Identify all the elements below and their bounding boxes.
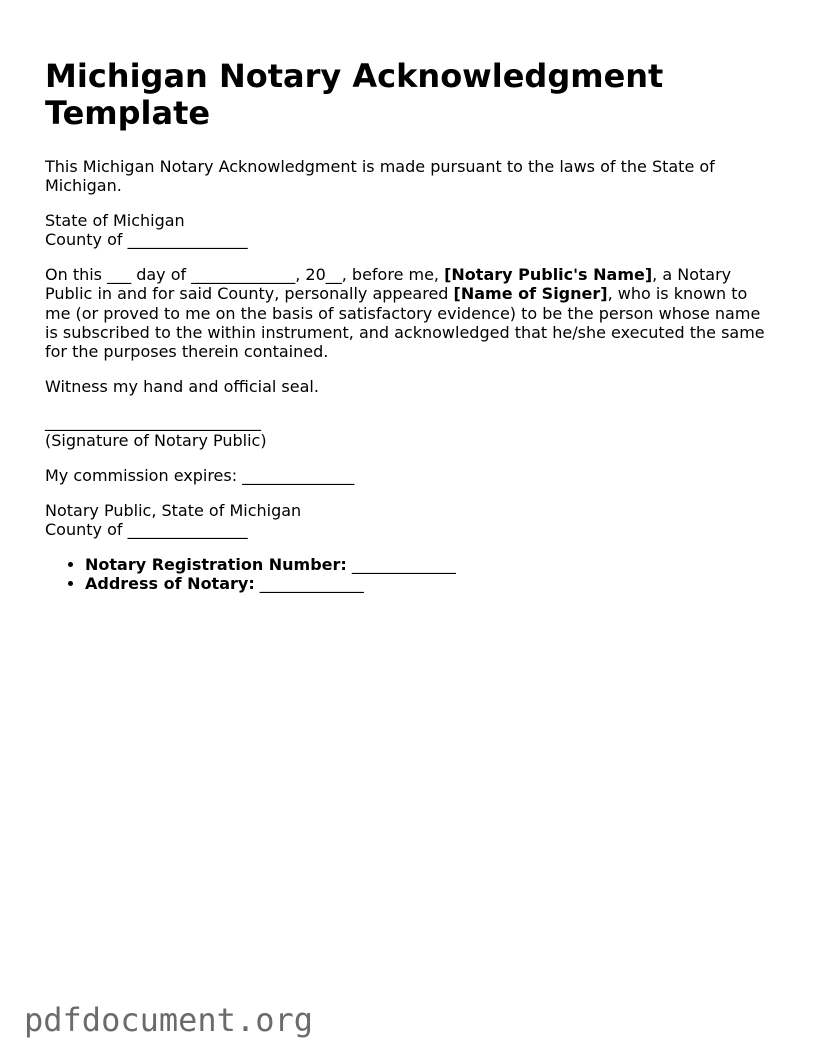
venue-state: State of Michigan bbox=[45, 211, 185, 231]
body-text-1: On this ___ day of _____________, 20__, before me, bbox=[45, 265, 445, 285]
acknowledgment-paragraph bbox=[45, 265, 775, 361]
notary-address-blank: _____________ bbox=[254, 574, 364, 594]
venue-county: County of _______________ bbox=[45, 230, 248, 250]
document-title: Michigan Notary Acknowledgment Template bbox=[45, 57, 664, 132]
signature-line: ___________________________ bbox=[45, 411, 261, 431]
list-item bbox=[85, 574, 775, 593]
document-page bbox=[45, 58, 775, 594]
commission-expires: My commission expires: ______________ bbox=[45, 466, 355, 486]
notary-venue-state: Notary Public, State of Michigan bbox=[45, 500, 302, 520]
notary-address-label: Address of Notary: bbox=[85, 574, 255, 594]
venue-block bbox=[45, 211, 775, 250]
notary-venue-block bbox=[45, 501, 775, 540]
registration-number-blank: _____________ bbox=[346, 554, 456, 574]
witness-statement: Witness my hand and official seal. bbox=[45, 377, 319, 397]
notary-details-list bbox=[45, 555, 775, 594]
intro-paragraph: This Michigan Notary Acknowledgment is made pursuant to the laws of the State of Michigan. bbox=[45, 157, 715, 196]
list-item bbox=[85, 555, 775, 574]
body-text-2: , a Notary Public in and for said County, personally appeared bbox=[45, 265, 732, 304]
body-text-3: , who is known to me (or proved to me on the basis of satisfactory evidence) to be the person whose name is subscribed to the within instrument, and acknowledged that he/she executed the same for the purposes therein contained. bbox=[45, 284, 765, 362]
registration-number-label: Notary Registration Number: bbox=[85, 554, 347, 574]
notary-venue-county: County of _______________ bbox=[45, 520, 248, 540]
signature-label: (Signature of Notary Public) bbox=[45, 431, 267, 451]
signer-name-placeholder: [Name of Signer] bbox=[453, 284, 608, 304]
notary-name-placeholder: [Notary Public's Name] bbox=[444, 265, 653, 285]
signature-block bbox=[45, 412, 775, 451]
watermark: pdfdocument.org bbox=[24, 1001, 313, 1039]
